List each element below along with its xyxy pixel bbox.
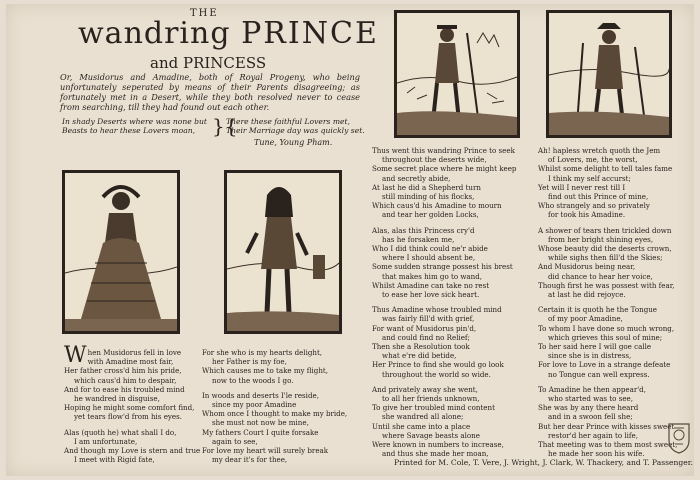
verse-line: Whilst some delight to tell tales fame: [538, 164, 673, 174]
verse-line: who started was to see,: [548, 394, 633, 404]
verse-line: and in a swoon fell she;: [548, 412, 633, 422]
title-word-wandring: wandring: [78, 16, 231, 51]
verse-line: Yet will I never rest till I: [538, 182, 626, 192]
verse-line: since my poor Amadine: [212, 400, 297, 410]
stanza: [202, 391, 347, 465]
verse-line: hen Musidorus fell in love: [87, 348, 182, 357]
subtitle: Or, Musidorus and Amadine, both of Royal Progeny, who being unfortunately seperated by means of their Parents disagreeing; as fortunately met in a Desert, while they both resolved never to cease from searching, till they had found out each other.: [60, 72, 360, 112]
verse-line: at last he did rejoyce.: [548, 290, 626, 300]
verse-line: he made her soon his wife.: [548, 449, 645, 459]
ballad-column-1: [64, 343, 201, 470]
title-word-prince: PRINCE: [241, 16, 379, 51]
verse-line: For she who is my hearts delight,: [202, 348, 323, 357]
verse-line: while sighs then fill'd the Skies;: [548, 253, 663, 263]
verse-line: has he forsaken me,: [382, 234, 455, 244]
verse-line: she must not now be mine,: [212, 418, 309, 428]
verse-line: Whose beauty did the deserts crown,: [538, 244, 672, 254]
verse-line: he wandred in disguise,: [74, 394, 160, 404]
verse-line: For want of Musidorus pin'd,: [372, 323, 477, 333]
stanza: [64, 343, 200, 422]
verse-line: did chance to hear her voice,: [548, 271, 653, 281]
verse-line: of my poor Amadine,: [548, 314, 623, 324]
verse-line: I am unfortunate,: [74, 436, 138, 446]
verse-line: Which causes me to take my flight,: [202, 366, 329, 376]
verse-line: where I should absent be,: [382, 253, 476, 263]
verse-line: Alas, alas this Princess cry'd: [372, 225, 475, 235]
verse-line: with Amadine most fair,: [87, 357, 174, 367]
verse-line: yet tears flow'd from his eyes.: [74, 412, 182, 422]
verse-line: And privately away she went,: [372, 384, 478, 394]
verse-line: throughout the world so wide.: [382, 369, 491, 379]
library-seal-icon: [666, 420, 692, 454]
verse-line: for took his Amadine.: [548, 210, 626, 220]
verse-line: To whom I have done so much wrong,: [538, 323, 675, 333]
woodcut-man-with-hat-icon: [546, 10, 672, 138]
verse-line: where Savage beasts alone: [382, 430, 480, 440]
verse-line: of Lovers, me, the worst,: [548, 155, 638, 165]
verse-line: throughout the deserts wide,: [382, 155, 487, 165]
ballad-column-4: [538, 146, 677, 465]
stanza: [64, 428, 200, 465]
verse-line: Ah! hapless wretch quoth the Jem: [538, 146, 661, 155]
tune-couplet-right: There these faithful Lovers met, Their Marriage day was quickly set.: [226, 117, 365, 135]
verse-line: and secretly abide,: [382, 173, 451, 183]
ballad-column-3: [372, 146, 516, 465]
verse-line: her Father is my foe,: [212, 357, 287, 367]
verse-line: And Musidorus being near,: [538, 262, 636, 272]
stanza: [202, 348, 347, 385]
page-title: [78, 16, 379, 51]
stanza: [372, 226, 516, 300]
verse-line: Then she a Resolution took: [372, 342, 470, 352]
verse-line: Alas (quoth he) what shall I do,: [64, 427, 177, 437]
verse-line: Her Prince to find she would go look: [372, 360, 504, 370]
verse-line: And though my Love is stern and true: [64, 446, 201, 456]
verse-line: Which caus'd his Amadine to mourn: [372, 201, 502, 211]
verse-line: Until she came into a place: [372, 421, 471, 431]
woodcut-gentleman-icon: [224, 170, 342, 334]
drop-cap: W: [64, 343, 87, 368]
verse-line: and could find no Relief;: [382, 332, 470, 342]
verse-line: Thus Amadine whose troubled mind: [372, 305, 502, 315]
verse-line: Some secret place where he might keep: [372, 164, 517, 174]
verse-line: Whom once I thought to make my bride,: [202, 409, 348, 419]
verse-line: and thus she made her moan,: [382, 449, 489, 459]
verse-line: My fathers Court I quite forsake: [202, 427, 319, 437]
stanza: [372, 385, 516, 459]
stanza: [538, 226, 677, 300]
verse-line: I think my self accurst;: [548, 173, 631, 183]
verse-line: In woods and deserts I'le reside,: [202, 390, 319, 400]
verse-line: to all her friends unknown,: [382, 394, 480, 404]
verse-line: since she is in distress,: [548, 351, 632, 361]
verse-line: Hoping he might some comfort find,: [64, 403, 195, 413]
verse-line: what e're did betide,: [382, 351, 457, 361]
verse-line: find out this Prince of mine,: [548, 192, 649, 202]
verse-line: which caus'd him to despair,: [74, 375, 177, 385]
verse-line: no Tongue can well express.: [548, 369, 650, 379]
verse-line: To her said here I will goe calle: [538, 342, 652, 352]
woodcut-lady-icon: [62, 170, 180, 334]
title-and-princess: and PRINCESS: [150, 54, 267, 72]
stanza: [372, 305, 516, 379]
verse-line: again to see,: [212, 436, 258, 446]
verse-line: I meet with Rigid fate,: [74, 455, 155, 465]
verse-line: Who I did think could ne'r abide: [372, 244, 488, 254]
verse-line: from her bright shining eyes,: [548, 234, 654, 244]
imprint-line: Printed for M. Cole, T. Vere, J. Wright, J. Clark, W. Thackery, and T. Passenger.: [394, 458, 693, 467]
verse-line: she wandred all alone;: [382, 412, 464, 422]
verse-line: For love my heart will surely break: [202, 446, 329, 456]
stanza: [538, 146, 677, 220]
verse-line: At last he did a Shepherd turn: [372, 182, 481, 192]
verse-line: Whilst Amadine can take no rest: [372, 280, 490, 290]
verse-line: was fairly fill'd with grief,: [382, 314, 475, 324]
verse-line: now to the woods I go.: [212, 375, 294, 385]
verse-line: Her father cross'd him his pride,: [64, 366, 182, 376]
stanza: [538, 305, 677, 379]
stanza: [538, 385, 677, 459]
tune-couplet-left: In shady Deserts where was none but Beasts to hear these Lovers moan,: [62, 117, 207, 135]
verse-line: restor'd her again to life,: [548, 430, 638, 440]
verse-line: which grieves this soul of mine;: [548, 332, 663, 342]
verse-line: to ease her love sick heart.: [382, 290, 480, 300]
verse-line: Certain it is quoth he the Tongue: [538, 305, 658, 315]
verse-line: For love to Love in a strange defeate: [538, 360, 671, 370]
verse-line: Thus went this wandring Prince to seek: [372, 146, 515, 155]
verse-line: She was by any there heard: [538, 403, 639, 413]
verse-line: A shower of tears then trickled down: [538, 225, 672, 235]
verse-line: That meeting was to them most sweet,: [538, 440, 678, 450]
verse-line: And for to ease his troubled mind: [64, 384, 185, 394]
verse-line: that makes him go to wand,: [382, 271, 483, 281]
verse-line: still minding of his flocks,: [382, 192, 475, 202]
verse-line: To Amadine he then appear'd,: [538, 384, 646, 394]
verse-line: and tear her golden Locks,: [382, 210, 479, 220]
verse-line: To give her troubled mind content: [372, 403, 495, 413]
brace-glyph: }{: [212, 114, 238, 138]
verse-line: Though first he was possest with fear,: [538, 280, 675, 290]
woodcut-man-with-staff-icon: [394, 10, 520, 138]
title-the: THE: [190, 8, 219, 19]
verse-line: Some sudden strange possest his brest: [372, 262, 513, 272]
verse-line: Were known in numbers to increase,: [372, 440, 504, 450]
verse-line: Who strangely and so privately: [538, 201, 650, 211]
ballad-column-2: [202, 348, 347, 470]
verse-line: But her dear Prince with kisses sweet: [538, 421, 675, 431]
tune-name: Tune, Young Pham.: [254, 138, 333, 147]
stanza: [372, 146, 516, 220]
verse-line: my dear it's for thee,: [212, 455, 288, 465]
